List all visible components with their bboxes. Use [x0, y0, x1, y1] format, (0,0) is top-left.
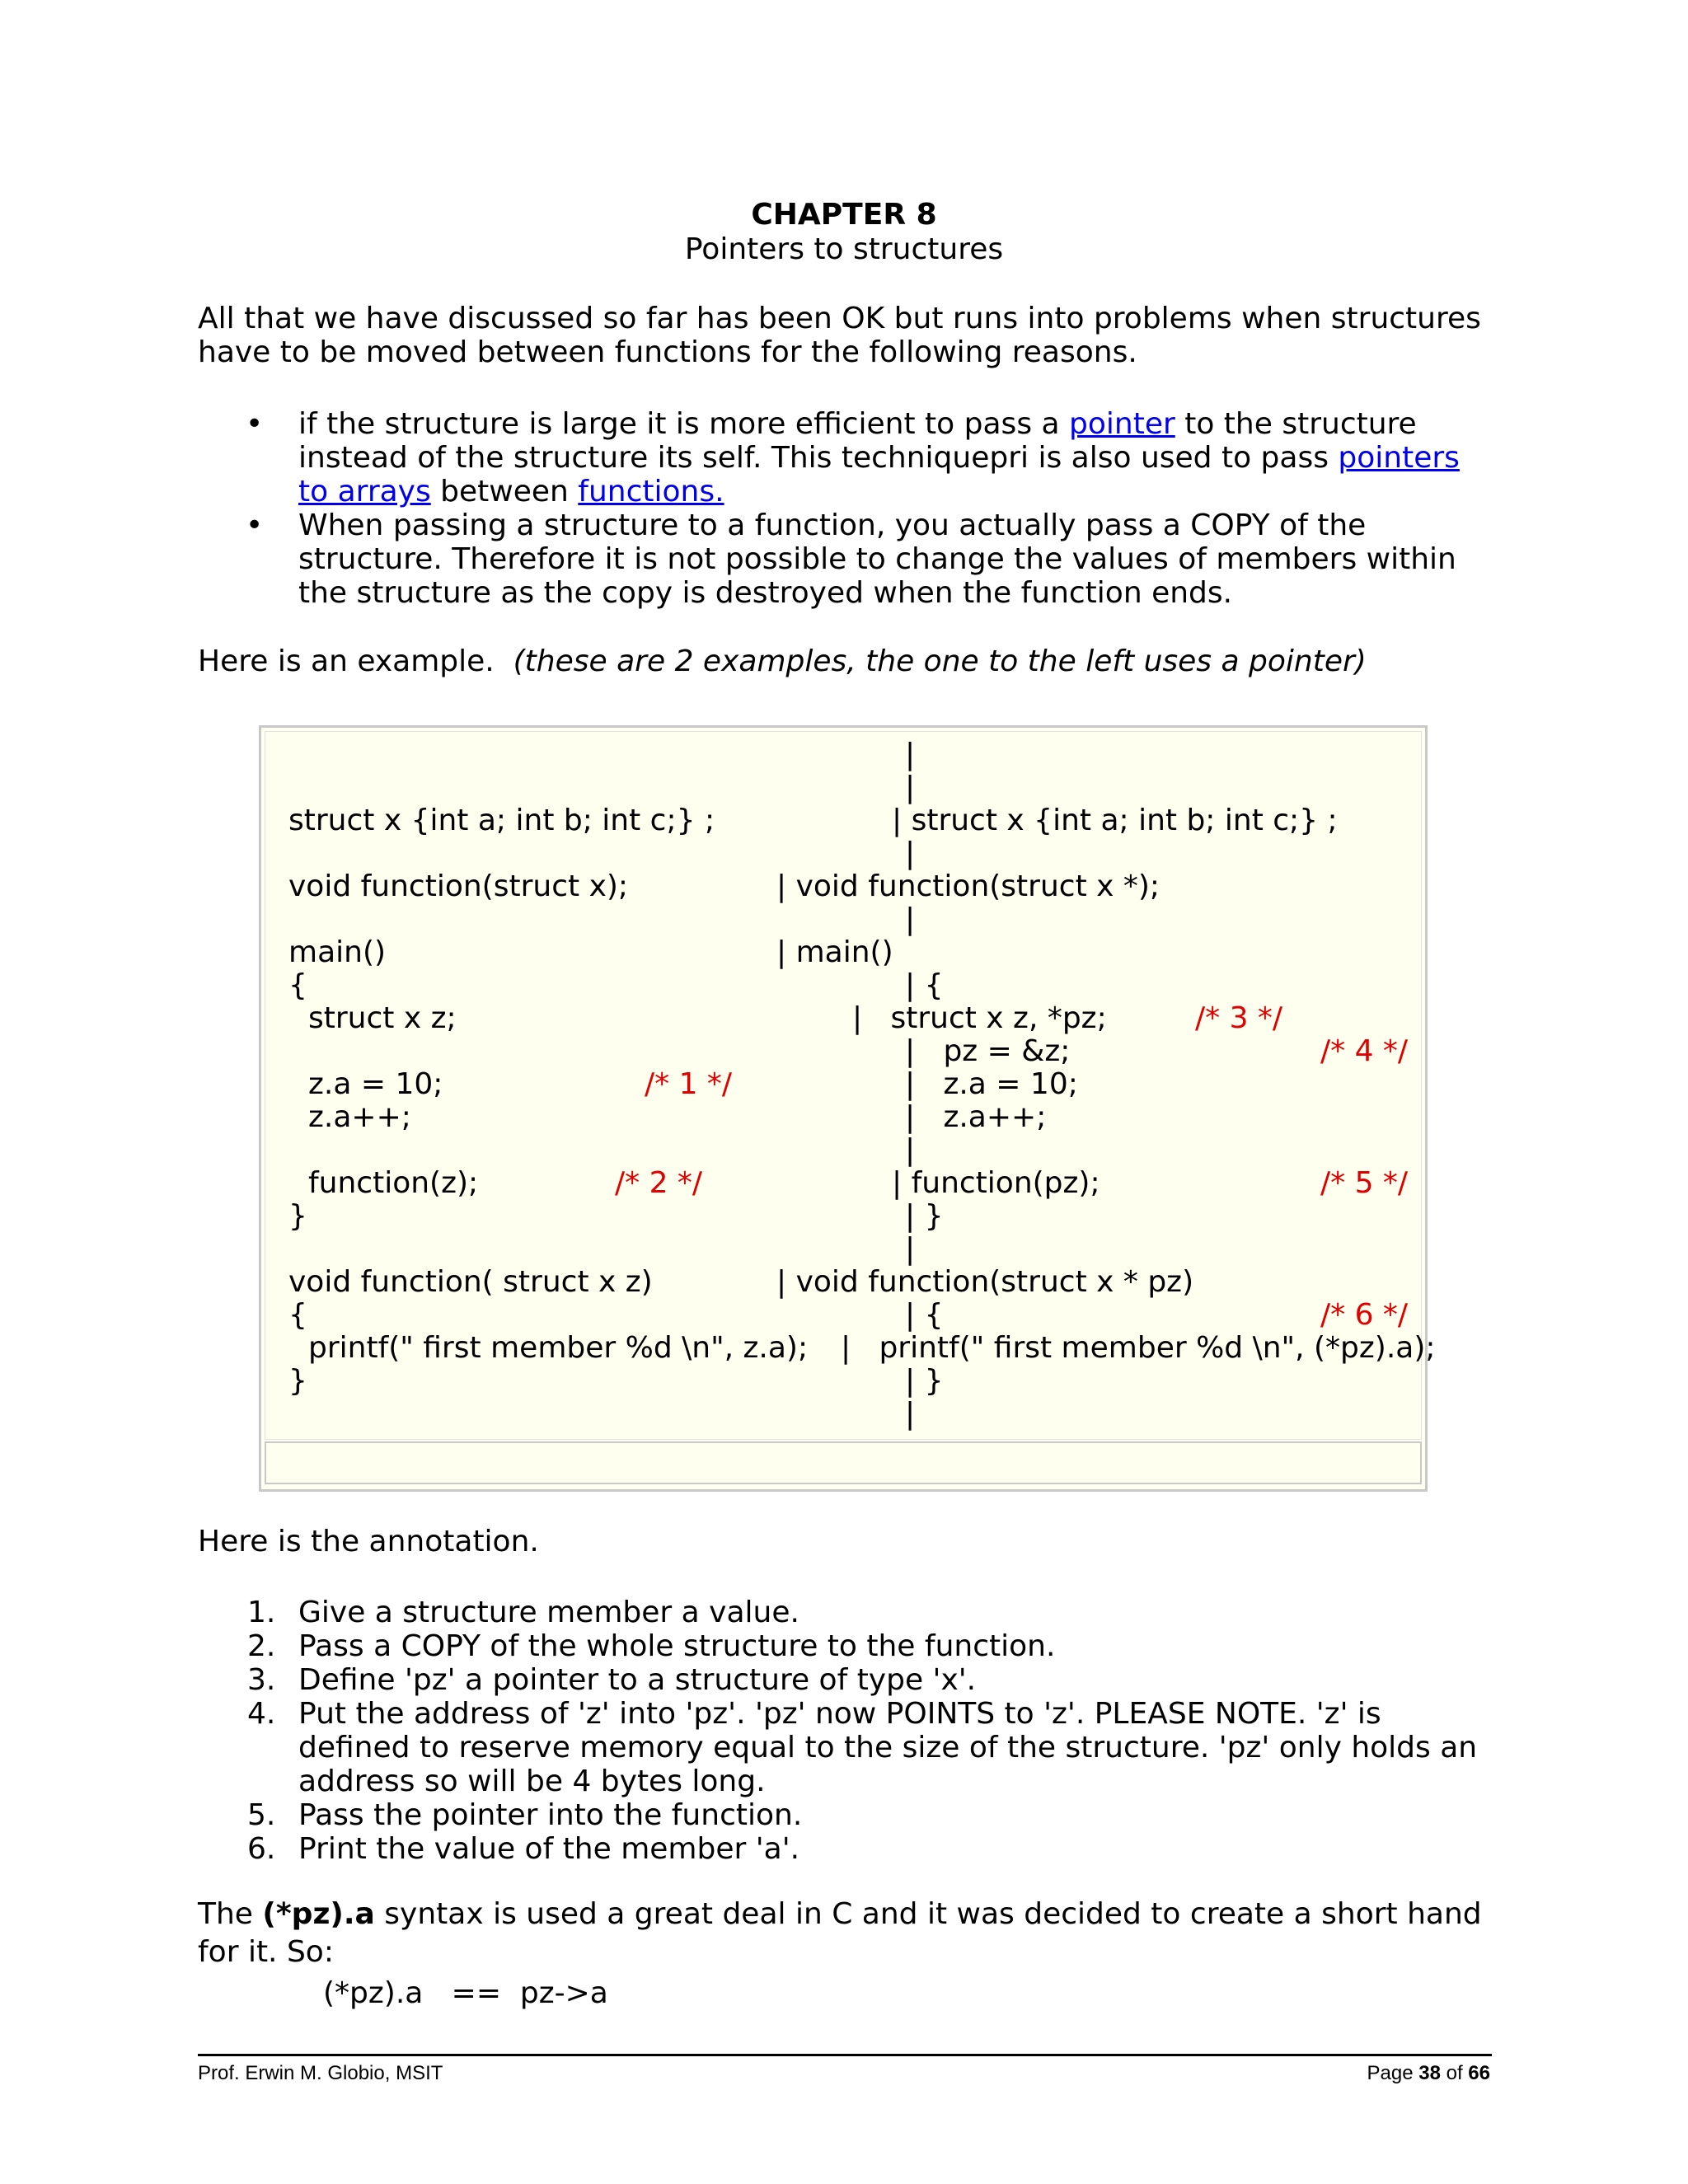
list-item: [198, 509, 1484, 610]
list-item: [198, 1697, 1484, 1798]
code-comment: /* 5 */: [1320, 1166, 1409, 1200]
bullet-text: if the structure is large it is more efficient to pass a: [298, 407, 1070, 441]
annotation-list: [198, 1596, 1484, 1866]
list-item: [198, 1629, 1484, 1663]
code-box-footer: [265, 1441, 1422, 1484]
code-line: {: [288, 968, 307, 1002]
bullet-text: between: [430, 475, 579, 509]
shorthand-pre: The: [198, 1897, 263, 1931]
code-line: }: [288, 1364, 307, 1398]
code-line: z.a = 10;: [308, 1067, 443, 1101]
item-text: Define 'pz' a pointer to a structure of type 'x'.: [298, 1663, 977, 1697]
code-line: | void function(struct x *);: [776, 869, 1160, 903]
bullet-text: to the structure instead of the structure its self. This techniquepri is also used to pass: [298, 407, 1417, 475]
code-line: | printf(" first member %d \n", (*pz).a);: [841, 1331, 1436, 1365]
shorthand-paragraph: [198, 1896, 1484, 1971]
code-line: |: [905, 1133, 916, 1167]
list-item: [198, 1663, 1484, 1697]
code-comment: /* 4 */: [1320, 1034, 1409, 1068]
code-line: |: [905, 902, 916, 936]
code-line: | z.a++;: [905, 1100, 1047, 1134]
code-line: | struct x z, *pz;: [852, 1001, 1107, 1035]
item-number: 1.: [247, 1596, 276, 1629]
functions-link[interactable]: functions.: [578, 475, 724, 509]
code-line: function(z);: [308, 1166, 479, 1200]
item-text: Print the value of the member 'a'.: [298, 1832, 800, 1866]
example-lead-text: Here is an example.: [198, 644, 495, 678]
code-line: |: [905, 1397, 916, 1431]
code-line: | z.a = 10;: [905, 1067, 1078, 1101]
shorthand-equation: (*pz).a == pz->a: [323, 1976, 608, 2010]
code-panel: [265, 731, 1436, 1440]
list-item: [198, 1596, 1484, 1629]
item-text: Put the address of 'z' into 'pz'. 'pz' now POINTS to 'z'. PLEASE NOTE. 'z' is defined to reserve memory equal to the size of the structure. 'pz' only holds an address so will be 4 bytes long.: [298, 1697, 1478, 1798]
code-line: | function(pz);: [892, 1166, 1100, 1200]
code-line: | struct x {int a; int b; int c;} ;: [892, 804, 1338, 837]
of-word: of: [1446, 2062, 1463, 2084]
intro-paragraph: All that we have discussed so far has been OK but runs into problems when structures have to be moved between functions for the following reasons.: [198, 302, 1481, 369]
code-comment: /* 1 */: [645, 1067, 733, 1101]
footer-author: Prof. Erwin M. Globio, MSIT: [198, 2062, 443, 2084]
annotation-heading: Here is the annotation.: [198, 1525, 539, 1558]
code-line: | {: [905, 1298, 944, 1332]
footer-divider: [198, 2054, 1492, 2056]
code-line: |: [905, 1232, 916, 1266]
item-number: 2.: [247, 1629, 276, 1663]
item-number: 4.: [247, 1697, 276, 1731]
code-line: z.a++;: [308, 1100, 411, 1134]
code-line: main(): [288, 935, 387, 969]
shorthand-bold: (*pz).a: [262, 1897, 375, 1931]
bullet-text: When passing a structure to a function, you actually pass a COPY of the structure. Therefore it is not possible to change the values of members within the structure as the copy is destroyed when the function ends.: [298, 509, 1456, 610]
total-pages: 66: [1468, 2062, 1490, 2084]
item-number: 5.: [247, 1798, 276, 1832]
code-line: | {: [905, 968, 944, 1002]
item-text: Pass a COPY of the whole structure to the function.: [298, 1629, 1056, 1663]
code-line: | }: [905, 1199, 944, 1233]
code-line: |: [905, 837, 916, 870]
code-line: }: [288, 1199, 307, 1233]
code-comment: /* 2 */: [615, 1166, 703, 1200]
list-item: [198, 407, 1484, 509]
code-line: | pz = &z;: [905, 1034, 1071, 1068]
code-comment: /* 6 */: [1320, 1298, 1409, 1332]
code-comment: /* 3 */: [1195, 1001, 1283, 1035]
item-text: Pass the pointer into the function.: [298, 1798, 803, 1832]
reasons-list: [198, 407, 1484, 610]
bullet-icon: •: [246, 407, 264, 441]
shorthand-post: syntax is used a great deal in C and it was decided to create a short hand for it. So:: [198, 1897, 1482, 1969]
example-lead: [198, 644, 1484, 678]
item-number: 3.: [247, 1663, 276, 1697]
code-line: printf(" first member %d \n", z.a);: [308, 1331, 809, 1365]
code-line: | }: [905, 1364, 944, 1398]
code-line: |: [905, 771, 916, 804]
item-text: Give a structure member a value.: [298, 1596, 799, 1629]
code-example-box: [259, 725, 1436, 1492]
code-line: struct x z;: [308, 1001, 457, 1035]
example-note: (these are 2 examples, the one to the left uses a pointer): [513, 644, 1367, 678]
code-line: {: [288, 1298, 307, 1332]
list-item: [198, 1832, 1484, 1866]
code-line: | void function(struct x * pz): [776, 1265, 1194, 1299]
pointers-to-arrays-link[interactable]: pointers to arrays: [298, 441, 1460, 509]
bullet-icon: •: [246, 509, 264, 542]
code-line: struct x {int a; int b; int c;} ;: [288, 804, 715, 837]
code-line: |: [905, 738, 916, 771]
item-number: 6.: [247, 1832, 276, 1866]
current-page: 38: [1418, 2062, 1441, 2084]
chapter-subtitle: Pointers to structures: [684, 232, 1004, 266]
code-line: void function( struct x z): [288, 1265, 653, 1299]
chapter-title: CHAPTER 8: [751, 198, 937, 232]
pointer-link[interactable]: pointer: [1069, 407, 1175, 441]
code-line: | main(): [776, 935, 893, 969]
list-item: [198, 1798, 1484, 1832]
code-line: void function(struct x);: [288, 869, 629, 903]
page-word: Page: [1367, 2062, 1414, 2084]
page-number: [1367, 2062, 1491, 2085]
